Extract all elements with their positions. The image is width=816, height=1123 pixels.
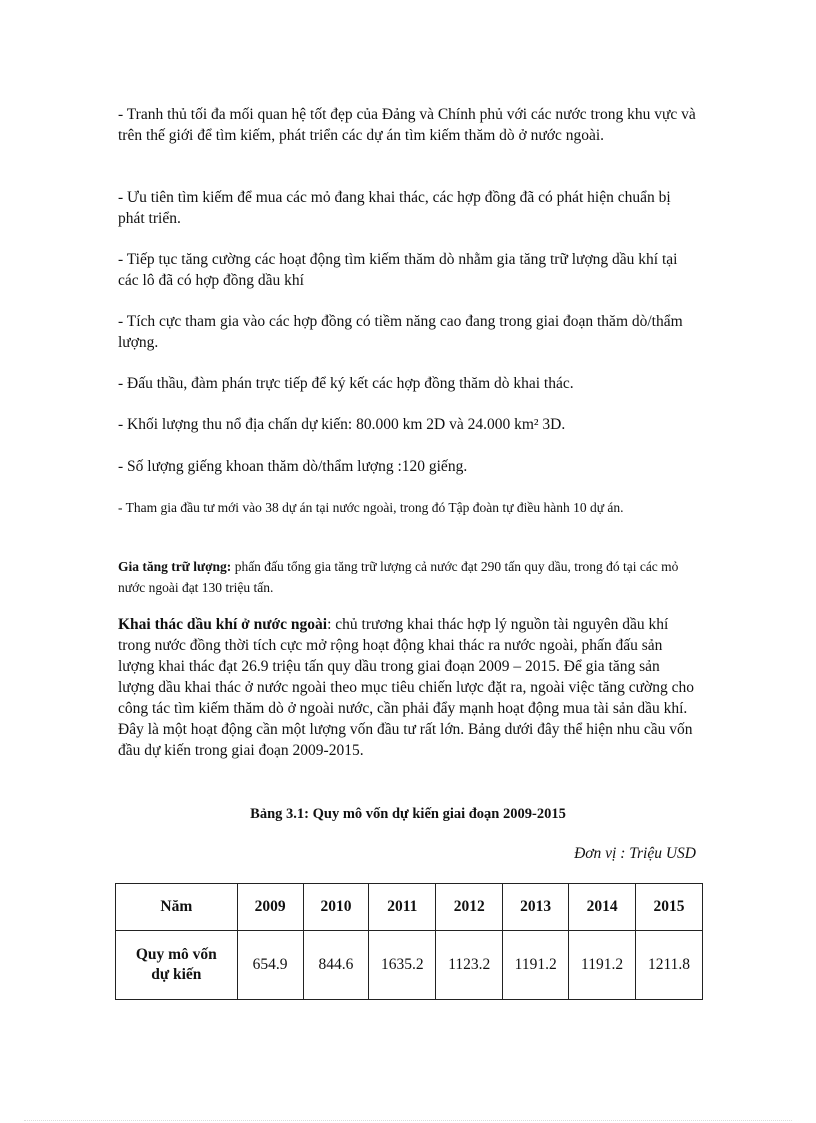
row-label-line-1: Quy mô vốn — [135, 946, 217, 963]
value-cell: 1191.2 — [569, 931, 636, 1000]
year-cell: 2009 — [237, 884, 303, 931]
overseas-paragraph — [118, 614, 700, 761]
bullet-relations: - Tranh thủ tối đa mối quan hệ tốt đẹp của Đảng và Chính phủ với các nước trong khu vực và trên thế giới để tìm kiếm, phát triển các dự án tìm kiếm thăm dò ở nước ngoài. — [118, 106, 696, 144]
reserves-paragraph — [118, 556, 698, 598]
value-cell: 844.6 — [303, 931, 369, 1000]
value-cell: 1123.2 — [436, 931, 503, 1000]
bullet-priority-acquisition: - Ưu tiên tìm kiếm để mua các mỏ đang khai thác, các hợp đồng đã có phát hiện chuẩn bị phát triển. — [118, 189, 671, 227]
year-cell: 2013 — [503, 884, 569, 931]
bullet-participation: - Tích cực tham gia vào các hợp đồng có tiềm năng cao đang trong giai đoạn thăm dò/thẩm lượng. — [118, 313, 683, 351]
value-cell: 1635.2 — [369, 931, 436, 1000]
year-cell: 2010 — [303, 884, 369, 931]
table-caption: Bảng 3.1: Quy mô vốn dự kiến giai đoạn 2009-2015 — [250, 806, 566, 822]
bullet-bidding: - Đấu thầu, đàm phán trực tiếp để ký kết các hợp đồng thăm dò khai thác. — [118, 375, 574, 392]
page-bottom-divider — [24, 1120, 792, 1121]
capital-table — [115, 883, 703, 1000]
year-cell: 2012 — [436, 884, 503, 931]
overseas-text: : chủ trương khai thác hợp lý nguồn tài nguyên dầu khí trong nước đồng thời tích cực mở rộng hoạt động khai thác ra nước ngoài, phấn đấu sản lượng khai thác đạt 26.9 triệu tấn quy dầu trong giai đoạn 2009 – 2015. Để gia tăng sản lượng dầu khai thác ở nước ngoài theo mục tiêu chiến lược đặt ra, ngoài việc tăng cường cho công tác tìm kiếm thăm dò ở ngoài nước, cần phải đẩy mạnh hoạt động mua tài sản dầu khí. Đây là một hoạt động cần một lượng vốn đầu tư rất lớn. Bảng dưới đây thể hiện nhu cầu vốn đầu dự kiến trong giai đoạn 2009-2015. — [118, 616, 695, 759]
value-cell: 654.9 — [237, 931, 303, 1000]
row-label-line-2: dự kiến — [151, 966, 202, 983]
bullet-seismic: - Khối lượng thu nổ địa chấn dự kiến: 80.000 km 2D và 24.000 km² 3D. — [118, 416, 566, 433]
table-unit: Đơn vị : Triệu USD — [574, 845, 696, 862]
reserves-text: phấn đấu tổng gia tăng trữ lượng cả nước đạt 290 tấn quy dầu, trong đó tại các mỏ nước ngoài đạt 130 triệu tấn. — [118, 559, 679, 595]
bullet-wells: - Số lượng giếng khoan thăm dò/thẩm lượng :120 giếng. — [118, 458, 468, 475]
overseas-label: Khai thác dầu khí ở nước ngoài — [118, 616, 328, 633]
year-cell: 2011 — [369, 884, 436, 931]
bullet-exploration: - Tiếp tục tăng cường các hoạt động tìm kiếm thăm dò nhằm gia tăng trữ lượng dầu khí tại các lô đã có hợp đồng dầu khí — [118, 251, 678, 289]
bullet-investment: - Tham gia đầu tư mới vào 38 dự án tại nước ngoài, trong đó Tập đoàn tự điều hành 10 dự án. — [118, 500, 624, 515]
row-label — [116, 931, 238, 1000]
table-row — [116, 931, 703, 1000]
reserves-label: Gia tăng trữ lượng: — [118, 559, 232, 574]
year-cell: 2015 — [636, 884, 703, 931]
value-cell: 1211.8 — [636, 931, 703, 1000]
header-year-label: Năm — [116, 884, 238, 931]
table-header-row — [116, 884, 703, 931]
value-cell: 1191.2 — [503, 931, 569, 1000]
year-cell: 2014 — [569, 884, 636, 931]
